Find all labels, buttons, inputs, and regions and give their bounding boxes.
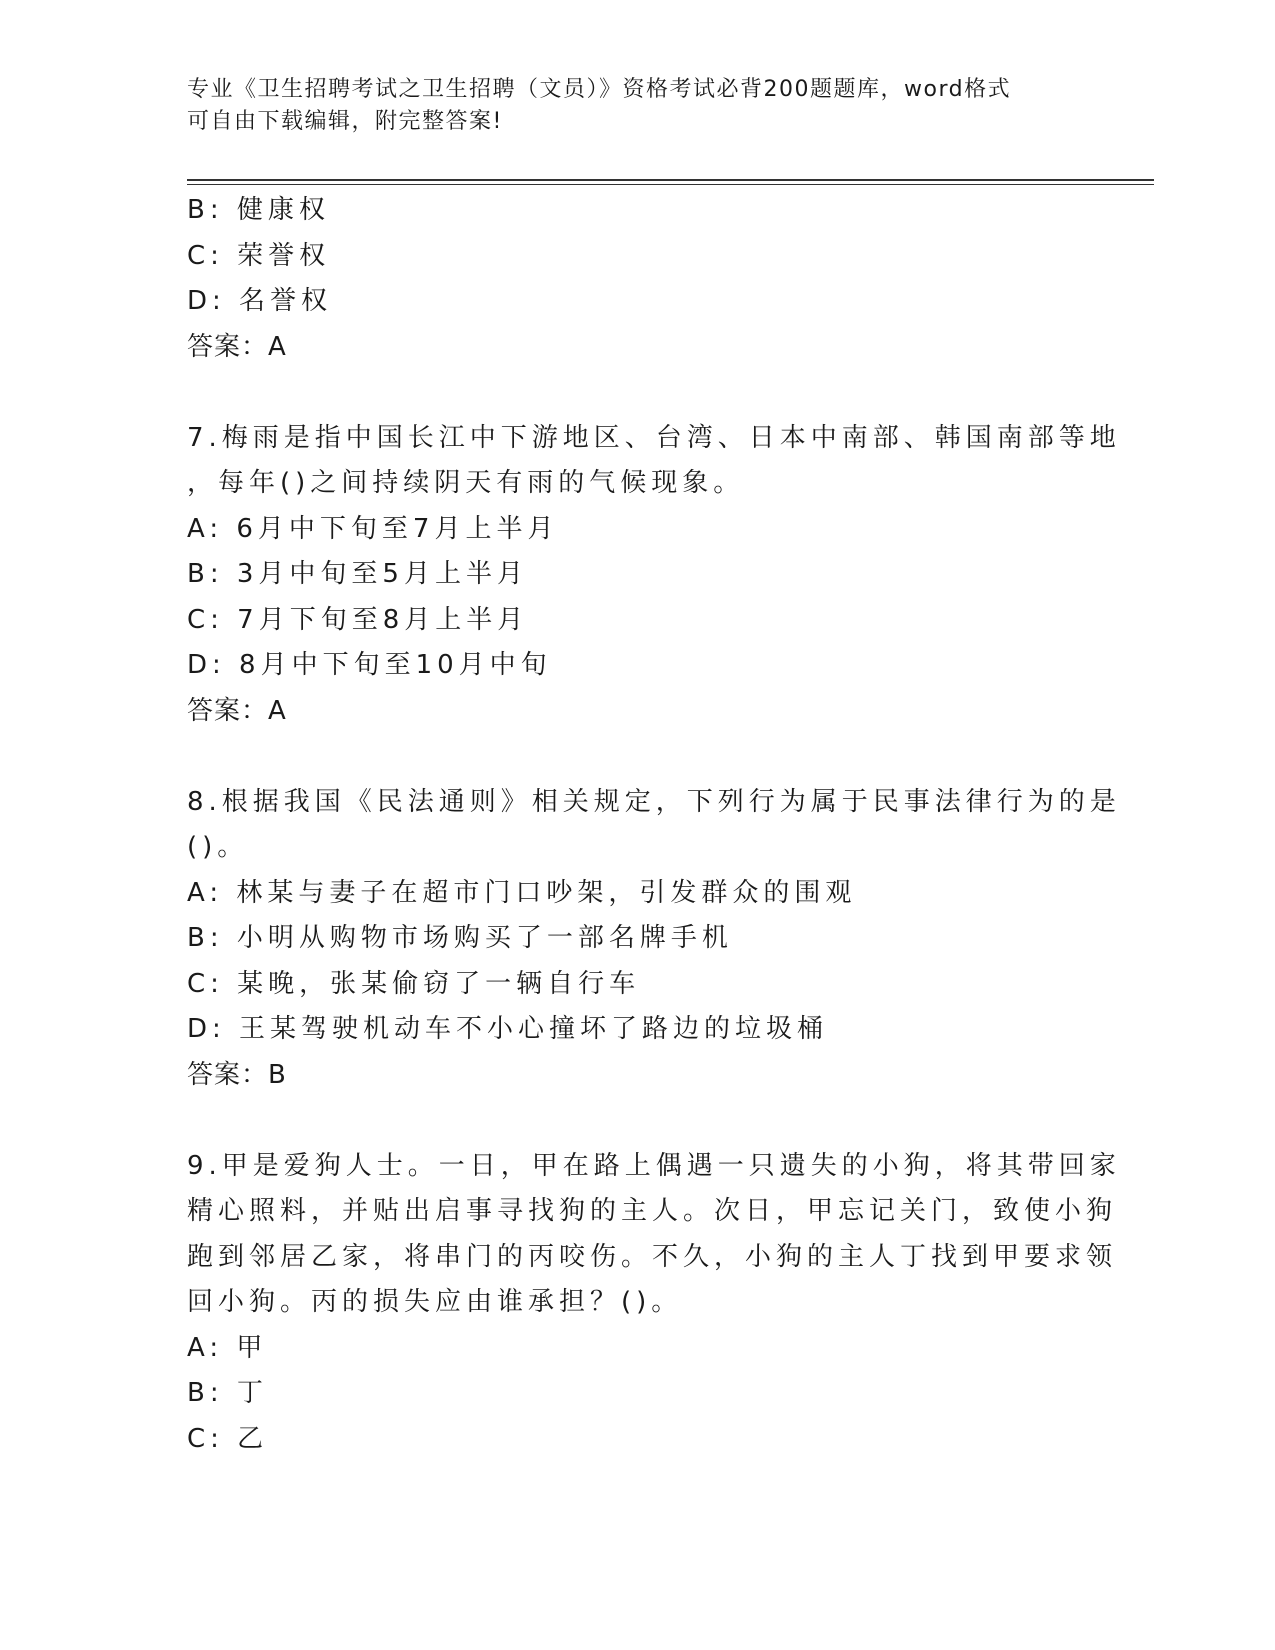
answer-line: 答案：A [187, 331, 287, 362]
option-b: B: 3月中旬至5月上半月 [187, 559, 528, 589]
option-c: C: 荣誉权 [187, 240, 331, 271]
option-b: B: 丁 [187, 1378, 268, 1408]
question-stem-line: 9.甲是爱狗人士。一日，甲在路上偶遇一只遗失的小狗，将其带回家 [187, 1150, 1121, 1181]
question-stem-line: 8.根据我国《民法通则》相关规定，下列行为属于民事法律行为的是 [187, 786, 1121, 817]
question-9 [187, 1144, 1121, 1463]
question-stem-line: 回小狗。丙的损失应由谁承担？()。 [187, 1287, 683, 1317]
option-c: C: 某晚，张某偷窃了一辆自行车 [187, 968, 641, 999]
option-a: A: 6月中下旬至7月上半月 [187, 513, 559, 544]
question-content [187, 188, 1121, 1462]
question-6-tail [187, 188, 1087, 370]
spacer [187, 734, 1087, 780]
spacer [187, 370, 1087, 416]
option-c: C: 乙 [187, 1423, 269, 1454]
question-8 [187, 780, 1121, 1099]
header-divider-thin [187, 184, 1154, 185]
answer-line: 答案：B [187, 1059, 287, 1090]
answer-line: 答案：A [187, 695, 287, 726]
option-a: A: 甲 [187, 1332, 268, 1363]
header-line-2: 可自由下载编辑，附完整答案! [187, 109, 503, 134]
spacer [187, 1098, 1087, 1144]
option-d: D: 名誉权 [187, 286, 333, 316]
question-stem-line: ()。 [187, 832, 249, 862]
option-d: D: 8月中下旬至10月中旬 [187, 650, 552, 680]
header-divider-thick [187, 179, 1154, 181]
question-stem-line: 7.梅雨是指中国长江中下游地区、台湾、日本中南部、韩国南部等地 [187, 422, 1121, 453]
question-stem-line: 跑到邻居乙家，将串门的丙咬伤。不久，小狗的主人丁找到甲要求领 [187, 1241, 1118, 1272]
document-header [187, 74, 1077, 138]
question-stem-line: 精心照料，并贴出启事寻找狗的主人。次日，甲忘记关门，致使小狗 [187, 1196, 1118, 1226]
option-b: B: 小明从购物市场购买了一部名牌手机 [187, 923, 733, 953]
option-d: D: 王某驾驶机动车不小心撞坏了路边的垃圾桶 [187, 1014, 829, 1044]
option-c: C: 7月下旬至8月上半月 [187, 604, 529, 635]
option-b: B: 健康权 [187, 195, 330, 225]
header-line-1: 专业《卫生招聘考试之卫生招聘（文员）》资格考试必背200题题库，word格式 [187, 77, 1012, 102]
option-a: A: 林某与妻子在超市门口吵架，引发群众的围观 [187, 877, 857, 908]
question-7 [187, 416, 1121, 735]
question-stem-line: ，每年()之间持续阴天有雨的气候现象。 [187, 468, 745, 498]
